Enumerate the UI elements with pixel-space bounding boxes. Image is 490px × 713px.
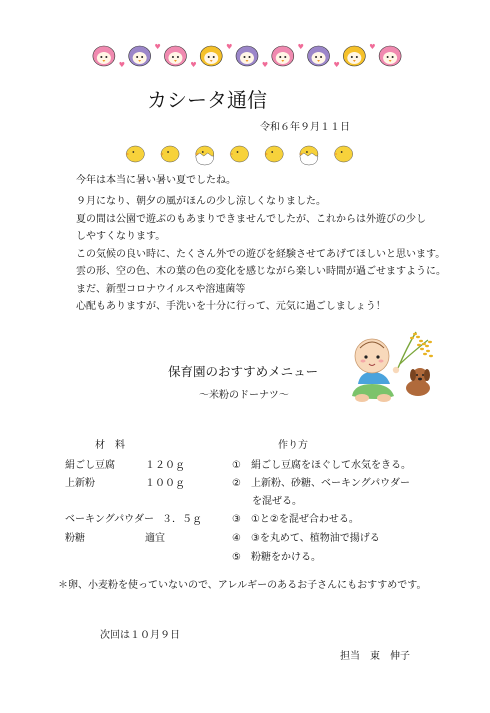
newsletter-title: カシータ通信 [147, 88, 267, 112]
heart-icon: ♥ [226, 43, 233, 51]
menu-subheading: ～米粉のドーナツ～ [199, 390, 289, 401]
heart-icon: ♥ [297, 43, 304, 51]
chick-icon [334, 146, 353, 162]
step-line: ③ ①と②を混ぜ合わせる。 [232, 514, 359, 525]
greeting-text: 今年は本当に暑い暑い夏でしたね。 [76, 175, 236, 186]
ingredient-amount: ３．５ｇ [162, 514, 202, 525]
chick-icon [160, 146, 179, 162]
heart-icon: ♥ [118, 61, 126, 69]
steps-header: 作り方 [278, 440, 308, 451]
chick-icon [125, 146, 144, 162]
bird-icon [236, 46, 258, 66]
author: 担当 東 伸子 [340, 651, 410, 662]
ingredient-name: ベーキングパウダー [65, 514, 154, 525]
step-line: ② 上新粉、砂糖、ベーキングパウダー [232, 478, 410, 489]
bird-banner [86, 40, 408, 70]
bird-icon [164, 46, 186, 66]
body-text [76, 196, 446, 313]
menu-heading: 保育園のおすすめメニュー [168, 364, 319, 379]
heart-icon: ♥ [154, 43, 161, 51]
bird-icon [379, 46, 401, 66]
body-line: ９月になり、朝夕の風がほんの少し涼しくなりました。 [76, 196, 326, 207]
body-line: 心配もありますが、手洗いを十分に行って、元気に過ごしましょう！ [76, 301, 386, 312]
body-line: 夏の間は公園で遊ぶのもあまりできませんでしたが、これからは外遊びの少し [76, 213, 426, 225]
dog-icon [406, 368, 430, 396]
chick-icon [195, 146, 214, 165]
bird-icon [129, 46, 151, 66]
bird-icon [343, 46, 365, 66]
step-line: ① 絹ごし豆腐をほぐして水気をきる。 [232, 460, 411, 471]
issue-date: 令和６年９月１１日 [260, 122, 350, 133]
ingredient-amount: 適宜 [145, 533, 165, 544]
heart-icon: ♥ [333, 61, 340, 69]
step-line: を混ぜる。 [232, 496, 302, 507]
step-line: ⑤ 粉糖をかける。 [232, 552, 321, 563]
heart-icon: ♥ [261, 61, 269, 69]
ingredient-name: 上新粉 [65, 478, 95, 489]
chick-banner [118, 140, 361, 166]
heart-icon: ♥ [369, 43, 376, 51]
chick-icon [264, 146, 283, 162]
ingredients-header: 材 料 [95, 440, 125, 451]
heart-icon: ♥ [190, 61, 197, 69]
bird-icon [272, 46, 294, 66]
chick-icon [299, 146, 318, 165]
body-line: この気候の良い時に、たくさん外での遊びを経験させてあげてほしいと思います。 [76, 248, 446, 260]
bird-icon [93, 46, 115, 66]
bird-icon [200, 46, 222, 66]
rice-plant-icon [398, 332, 433, 368]
bird-icon [308, 46, 330, 66]
ingredient-amount: １２０ｇ [145, 460, 185, 471]
body-line: まだ、新型コロナウイルスや溶連菌等 [76, 283, 246, 295]
ingredient-amount: １００ｇ [145, 478, 185, 489]
chick-icon [230, 146, 249, 162]
child-illustration [338, 328, 438, 404]
ingredient-name: 絹ごし豆腐 [65, 460, 115, 471]
allergy-note: ＊卵、小麦粉を使っていないので、アレルギーのあるお子さんにもおすすめです。 [58, 580, 427, 591]
body-line: しやすくなります。 [76, 231, 166, 242]
step-line: ④ ③を丸めて、植物油で揚げる [232, 533, 380, 544]
next-issue: 次回は１０月９日 [100, 630, 180, 641]
ingredient-name: 粉糖 [65, 533, 85, 544]
body-line: 雲の形、空の色、木の葉の色の変化を感じながら楽しい時間が過ごせますように。 [76, 266, 446, 277]
